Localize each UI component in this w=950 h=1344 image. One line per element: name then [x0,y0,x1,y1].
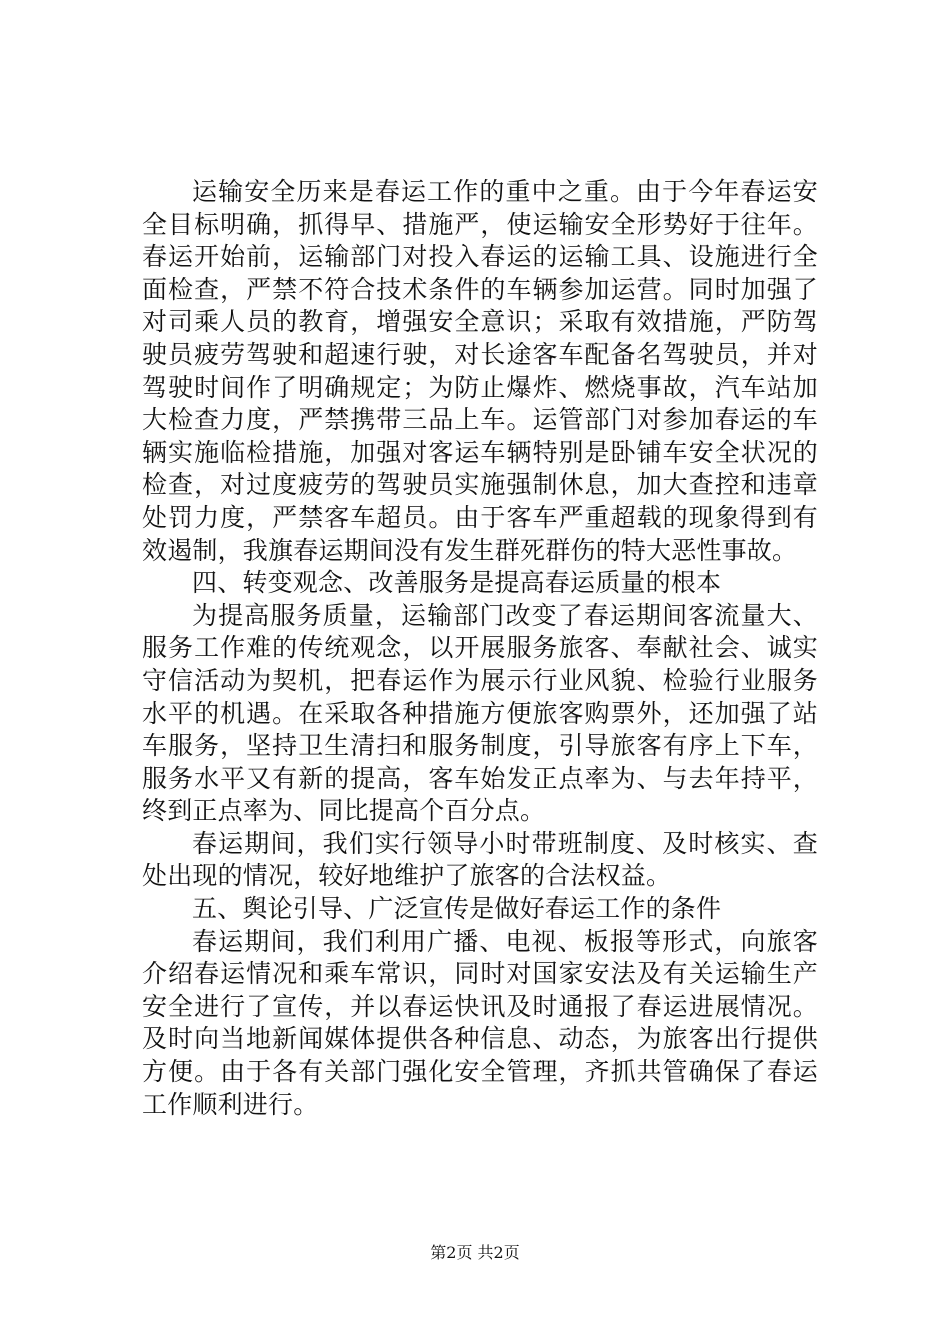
body-text [142,176,818,1121]
section-heading-four: 四、转变观念、改善服务是提高春运质量的根本 [192,568,722,598]
page-footer: 第2页 共2页 [430,1243,520,1262]
paragraph-transport-safety: 运输安全历来是春运工作的重中之重。由于今年春运安全目标明确，抓得早、措施严，使运输安全形势好于往年。春运开始前，运输部门对投入春运的运输工具、设施进行全面检查，严禁不符合技术条件的车辆参加运营。同时加强了对司乘人员的教育，增强安全意识；采取有效措施，严防驾驶员疲劳驾驶和超速行驶，对长途客车配备名驾驶员，并对驾驶时间作了明确规定；为防止爆炸、燃烧事故，汽车站加大检查力度，严禁携带三品上车。运管部门对参加春运的车辆实施临检措施，加强对客运车辆特别是卧铺车安全状况的检查，对过度疲劳的驾驶员实施强制休息，加大查控和违章处罚力度，严禁客车超员。由于客车严重超载的现象得到有效遏制，我旗春运期间没有发生群死群伤的特大恶性事故。 [142,177,818,565]
paragraph-service-quality: 为提高服务质量，运输部门改变了春运期间客流量大、服务工作难的传统观念，以开展服务旅客、奉献社会、诚实守信活动为契机，把春运作为展示行业风貌、检验行业服务水平的机遇。在采取各种措施方便旅客购票外，还加强了站车服务，坚持卫生清扫和服务制度，引导旅客有序上下车，服务水平又有新的提高，客车始发正点率为、与去年持平，终到正点率为、同比提高个百分点。 [142,600,818,826]
paragraph-publicity: 春运期间，我们利用广播、电视、板报等形式，向旅客介绍春运情况和乘车常识，同时对国家安法及有关运输生产安全进行了宣传，并以春运快讯及时通报了春运进展情况。及时向当地新闻媒体提供各种信息、动态，为旅客出行提供方便。由于各有关部门强化安全管理，齐抓共管确保了春运工作顺利进行。 [142,926,818,1119]
paragraph-leadership-duty: 春运期间，我们实行领导小时带班制度、及时核实、查处出现的情况，较好地维护了旅客的合法权益。 [142,828,818,891]
section-heading-five: 五、舆论引导、广泛宣传是做好春运工作的条件 [192,894,722,924]
